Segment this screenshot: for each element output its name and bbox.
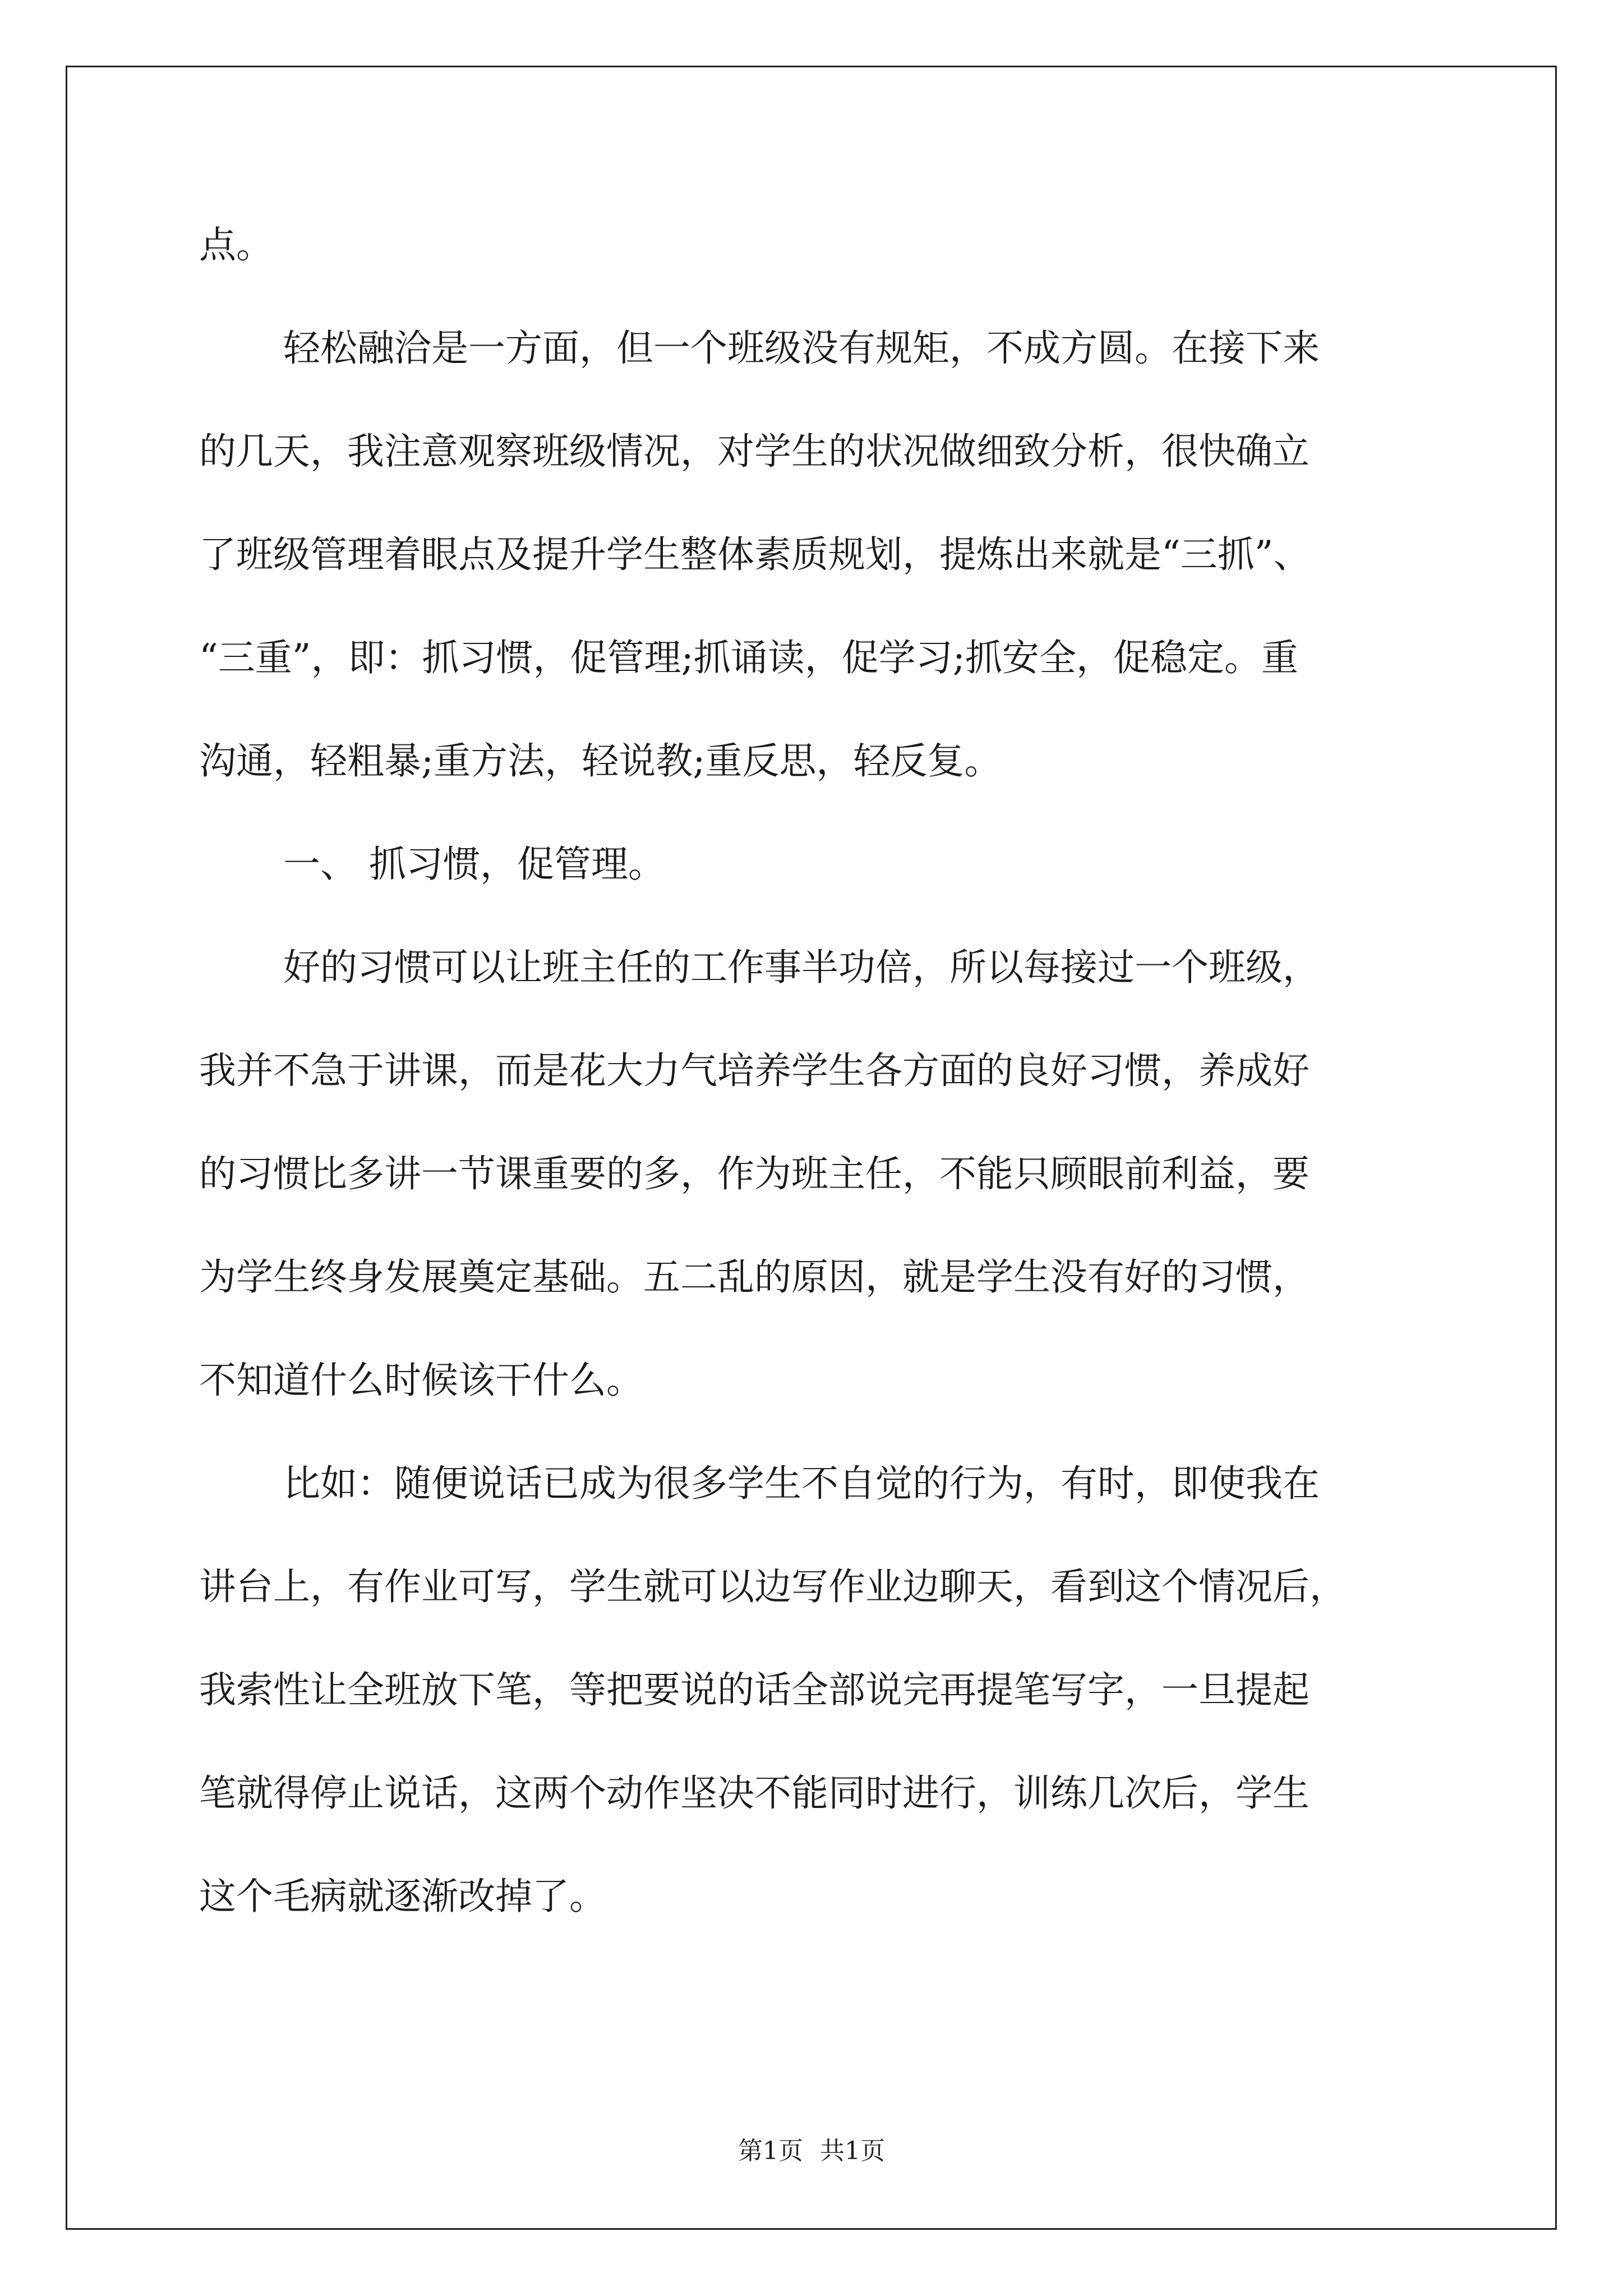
paragraph-line: 我索性让全班放下笔，等把要说的话全部说完再提笔写字，一旦提起 (199, 1668, 1310, 1711)
paragraph-line: 沟通，轻粗暴;重方法，轻说教;重反思，轻反复。 (199, 739, 1002, 783)
paragraph-line: 讲台上，有作业可写，学生就可以边写作业边聊天，看到这个情况后， (199, 1565, 1347, 1608)
paragraph-line: 点。 (199, 223, 273, 266)
paragraph-line: 了班级管理着眼点及提升学生整体素质规划，提炼出来就是“三抓”、 (199, 533, 1311, 576)
page-total: 共1页 (820, 2137, 885, 2165)
document-body (199, 194, 1438, 1948)
paragraph-line: 为学生终身发展奠定基础。五二乱的原因，就是学生没有好的习惯， (199, 1255, 1310, 1299)
paragraph-line: 我并不急于讲课，而是花大力气培养学生各方面的良好习惯，养成好 (199, 1049, 1310, 1092)
section-heading: 一、 抓习惯，促管理。 (283, 843, 665, 886)
paragraph-line: 好的习惯可以让班主任的工作事半功倍，所以每接过一个班级， (283, 946, 1320, 989)
paragraph-line: “三重”，即：抓习惯，促管理;抓诵读，促学习;抓安全，促稳定。重 (199, 636, 1298, 679)
paragraph-line: 笔就得停止说话，这两个动作坚决不能同时进行，训练几次后，学生 (199, 1772, 1310, 1815)
paragraph-line: 比如：随便说话已成为很多学生不自觉的行为，有时，即使我在 (283, 1462, 1320, 1505)
page-number: 第1页 (738, 2137, 803, 2165)
paragraph-line: 不知道什么时候该干什么。 (199, 1359, 643, 1402)
page-footer (0, 2134, 1623, 2168)
paragraph-line: 轻松融洽是一方面，但一个班级没有规矩，不成方圆。在接下来 (283, 326, 1320, 370)
paragraph-line: 的习惯比多讲一节课重要的多，作为班主任，不能只顾眼前利益，要 (199, 1152, 1310, 1195)
paragraph-line: 这个毛病就逐渐改掉了。 (199, 1875, 606, 1918)
paragraph-line: 的几天，我注意观察班级情况，对学生的状况做细致分析，很快确立 (199, 430, 1310, 473)
